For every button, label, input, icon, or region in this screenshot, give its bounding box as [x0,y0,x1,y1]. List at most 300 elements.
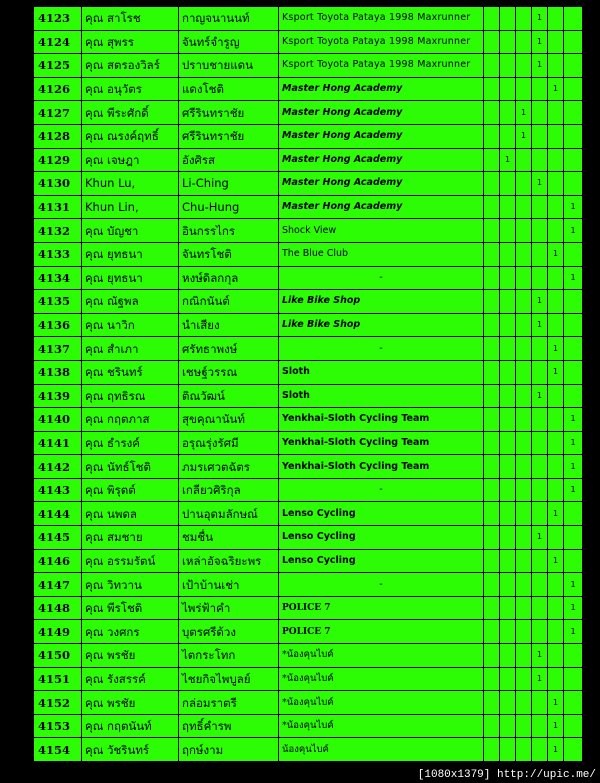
rider-number: 4126 [34,77,82,101]
rider-last-name: จันทร์จำรูญ [179,30,279,54]
table-row [34,714,583,738]
rider-team: *น้องคุนไบค์ [279,691,484,715]
rider-first-name: คุณ รังสรรค์ [82,667,179,691]
rider-first-name: คุณ สมชาย [82,526,179,550]
category-mark [516,7,532,31]
rider-last-name: ฤกษ์งาม [179,738,279,761]
category-mark [484,219,500,243]
category-mark [548,148,564,172]
rider-last-name: กาญจนานนท์ [179,7,279,31]
category-mark [500,313,516,337]
rider-number: 4128 [34,124,82,148]
rider-last-name: กล่อมราตรี [179,691,279,715]
rider-first-name: คุณ อรรมรัตน์ [82,549,179,573]
rider-first-name: คุณ เจษฎา [82,148,179,172]
category-mark: 1 [548,337,564,361]
category-mark [500,219,516,243]
rider-first-name: คุณ ณรงค์ฤทธิ์ [82,124,179,148]
rider-number: 4133 [34,242,82,266]
category-mark [548,290,564,314]
rider-first-name: คุณ กฤตนันท์ [82,714,179,738]
category-mark [484,644,500,668]
category-mark [548,124,564,148]
rider-last-name: Chu-Hung [179,195,279,219]
rider-last-name: เชษฐ์วรรณ [179,360,279,384]
category-mark [500,172,516,196]
category-mark [484,172,500,196]
rider-number: 4150 [34,644,82,668]
rider-last-name: ติณวัฒน์ [179,384,279,408]
category-mark [484,360,500,384]
table-row [34,266,583,290]
category-mark [564,691,583,715]
rider-team: Master Hong Academy [279,195,484,219]
category-mark [532,620,548,644]
category-mark [548,620,564,644]
category-mark [500,266,516,290]
image-host-footer: [1080x1379] http://upic.me/ [417,769,596,781]
rider-number: 4154 [34,738,82,761]
category-mark [500,77,516,101]
category-mark [516,172,532,196]
category-mark: 1 [500,148,516,172]
category-mark [516,714,532,738]
category-mark [500,101,516,125]
category-mark [516,266,532,290]
category-mark: 1 [532,526,548,550]
rider-team: Master Hong Academy [279,148,484,172]
category-mark [500,455,516,479]
category-mark [484,502,500,526]
rider-last-name: Li-Ching [179,172,279,196]
rider-first-name: คุณ พีระศักดิ์ [82,101,179,125]
category-mark [564,526,583,550]
rider-team: *น้องคุนไบค์ [279,644,484,668]
category-mark [484,148,500,172]
category-mark [484,738,500,761]
category-mark [516,738,532,761]
rider-last-name: ศรัทธาพงษ์ [179,337,279,361]
rider-first-name: Khun Lu, [82,172,179,196]
category-mark [532,337,548,361]
category-mark [484,101,500,125]
rider-team: - [279,337,484,361]
category-mark [500,620,516,644]
category-mark [516,242,532,266]
category-mark [484,691,500,715]
rider-number: 4130 [34,172,82,196]
category-mark [516,620,532,644]
table-row [34,573,583,597]
category-mark [564,290,583,314]
category-mark [532,124,548,148]
rider-last-name: ไตกระโทก [179,644,279,668]
rider-team: - [279,478,484,502]
rider-team: Lenso Cycling [279,502,484,526]
category-mark [516,549,532,573]
rider-first-name: คุณ กฤตภาส [82,408,179,432]
category-mark [516,691,532,715]
category-mark [532,455,548,479]
table-row [34,620,583,644]
rider-number: 4140 [34,408,82,432]
category-mark [500,337,516,361]
rider-number: 4144 [34,502,82,526]
category-mark [500,691,516,715]
rider-last-name: อรุณรุ่งรัศมี [179,431,279,455]
rider-number: 4151 [34,667,82,691]
rider-number: 4123 [34,7,82,31]
table-row [34,124,583,148]
category-mark: 1 [548,738,564,761]
category-mark [532,101,548,125]
category-mark [564,714,583,738]
category-mark [484,384,500,408]
category-mark: 1 [532,172,548,196]
category-mark [548,7,564,31]
category-mark [564,337,583,361]
category-mark: 1 [532,54,548,78]
category-mark [516,431,532,455]
category-mark [500,384,516,408]
category-mark [484,620,500,644]
category-mark [516,313,532,337]
category-mark [516,148,532,172]
rider-team: - [279,266,484,290]
table-row [34,172,583,196]
rider-number: 4143 [34,478,82,502]
category-mark [548,478,564,502]
category-mark [484,7,500,31]
rider-number: 4125 [34,54,82,78]
rider-first-name: คุณ พรชัย [82,644,179,668]
category-mark [484,337,500,361]
category-mark [500,195,516,219]
rider-first-name: คุณ ยุทธนา [82,266,179,290]
rider-table-body [34,7,583,762]
category-mark [532,502,548,526]
rider-number: 4142 [34,455,82,479]
category-mark [564,54,583,78]
table-row [34,290,583,314]
category-mark: 1 [564,431,583,455]
table-row [34,384,583,408]
rider-first-name: คุณ บัญชา [82,219,179,243]
category-mark [500,549,516,573]
rider-team: - [279,573,484,597]
table-row [34,667,583,691]
table-row [34,596,583,620]
rider-number: 4146 [34,549,82,573]
category-mark [484,313,500,337]
category-mark [484,667,500,691]
category-mark [516,573,532,597]
category-mark [564,172,583,196]
rider-last-name: อินกรรไกร [179,219,279,243]
rider-team: น้องคุนไบค์ [279,738,484,761]
category-mark: 1 [532,7,548,31]
category-mark [532,408,548,432]
rider-team: POLICE 7 [279,596,484,620]
rider-team: Like Bike Shop [279,290,484,314]
table-row [34,549,583,573]
category-mark [484,455,500,479]
category-mark [532,738,548,761]
category-mark: 1 [532,313,548,337]
category-mark [564,30,583,54]
table-row [34,77,583,101]
category-mark [532,714,548,738]
rider-number: 4131 [34,195,82,219]
rider-first-name: คุณ วิทวาน [82,573,179,597]
category-mark: 1 [564,596,583,620]
table-row [34,478,583,502]
rider-team: Master Hong Academy [279,77,484,101]
category-mark [564,242,583,266]
rider-last-name: ศรีรินทราชัย [179,124,279,148]
rider-last-name: สุขคุณานันท์ [179,408,279,432]
category-mark [532,549,548,573]
category-mark: 1 [548,242,564,266]
rider-team: Sloth [279,384,484,408]
category-mark [548,195,564,219]
category-mark [500,502,516,526]
rider-team: Master Hong Academy [279,101,484,125]
rider-team: Like Bike Shop [279,313,484,337]
rider-team: Yenkhai-Sloth Cycling Team [279,408,484,432]
rider-team: Yenkhai-Sloth Cycling Team [279,455,484,479]
rider-number: 4139 [34,384,82,408]
category-mark: 1 [548,691,564,715]
rider-number: 4136 [34,313,82,337]
category-mark [516,478,532,502]
rider-number: 4152 [34,691,82,715]
rider-team: The Blue Club [279,242,484,266]
category-mark: 1 [516,124,532,148]
rider-last-name: ศรีรินทราชัย [179,101,279,125]
category-mark [548,54,564,78]
rider-first-name: คุณ นัทธ์โชติ [82,455,179,479]
category-mark [564,313,583,337]
rider-team: *น้องคุนไบค์ [279,714,484,738]
rider-first-name: คุณ พีรโชติ [82,596,179,620]
rider-first-name: คุณ วงศกร [82,620,179,644]
table-row [34,54,583,78]
rider-number: 4124 [34,30,82,54]
category-mark [484,431,500,455]
category-mark [564,101,583,125]
category-mark [516,360,532,384]
category-mark: 1 [532,384,548,408]
rider-first-name: คุณ พิรุตต์ [82,478,179,502]
category-mark [564,644,583,668]
category-mark [484,549,500,573]
category-mark [564,549,583,573]
rider-team: Shock View [279,219,484,243]
category-mark [484,54,500,78]
rider-team: Lenso Cycling [279,549,484,573]
category-mark [548,573,564,597]
category-mark [532,360,548,384]
rider-last-name: บุตรศรีด้วง [179,620,279,644]
rider-number: 4129 [34,148,82,172]
rider-first-name: คุณ ธำรงค์ [82,431,179,455]
category-mark [500,290,516,314]
category-mark [532,431,548,455]
rider-number: 4135 [34,290,82,314]
category-mark [516,54,532,78]
category-mark [500,667,516,691]
rider-first-name: คุณ ยุทธนา [82,242,179,266]
category-mark [532,691,548,715]
rider-number: 4138 [34,360,82,384]
category-mark [564,738,583,761]
category-mark [484,596,500,620]
rider-last-name: ไชยกิจไพบูลย์ [179,667,279,691]
rider-team: Ksport Toyota Pataya 1998 Maxrunner [279,30,484,54]
category-mark [564,502,583,526]
table-row [34,644,583,668]
category-mark [500,644,516,668]
category-mark [532,195,548,219]
category-mark [516,30,532,54]
category-mark [548,172,564,196]
category-mark: 1 [532,667,548,691]
rider-number: 4148 [34,596,82,620]
category-mark [500,573,516,597]
category-mark: 1 [564,408,583,432]
rider-team: Master Hong Academy [279,172,484,196]
rider-first-name: คุณ สาโรช [82,7,179,31]
rider-first-name: คุณ นพดล [82,502,179,526]
rider-table [33,6,582,761]
rider-first-name: คุณ สำเภา [82,337,179,361]
category-mark: 1 [564,478,583,502]
table-row [34,408,583,432]
category-mark [500,54,516,78]
rider-last-name: กณิกนันต์ [179,290,279,314]
category-mark [564,360,583,384]
category-mark [484,77,500,101]
rider-first-name: คุณ ณัฐพล [82,290,179,314]
category-mark [532,77,548,101]
category-mark [564,7,583,31]
category-mark [564,384,583,408]
category-mark [516,644,532,668]
category-mark [516,77,532,101]
rider-team: *น้องคุนไบค์ [279,667,484,691]
category-mark [484,290,500,314]
category-mark: 1 [548,77,564,101]
category-mark [548,266,564,290]
category-mark [548,455,564,479]
category-mark: 1 [548,714,564,738]
category-mark [500,124,516,148]
table-row [34,242,583,266]
rider-first-name: Khun Lin, [82,195,179,219]
table-row [34,455,583,479]
category-mark: 1 [564,620,583,644]
category-mark [500,7,516,31]
category-mark: 1 [564,195,583,219]
rider-last-name: แดงโชติ [179,77,279,101]
rider-first-name: คุณ นาวิก [82,313,179,337]
category-mark [548,596,564,620]
table-row [34,219,583,243]
category-mark [548,101,564,125]
category-mark [548,30,564,54]
category-mark [484,30,500,54]
rider-number: 4145 [34,526,82,550]
category-mark [564,77,583,101]
category-mark [548,644,564,668]
category-mark [564,667,583,691]
category-mark [500,596,516,620]
rider-first-name: คุณ ชรินทร์ [82,360,179,384]
category-mark [500,714,516,738]
category-mark [532,573,548,597]
category-mark [516,526,532,550]
category-mark [548,313,564,337]
category-mark [484,195,500,219]
category-mark [484,714,500,738]
category-mark [564,148,583,172]
category-mark [484,242,500,266]
table-row [34,360,583,384]
rider-first-name: คุณ สตรองวิลร์ [82,54,179,78]
category-mark [548,667,564,691]
category-mark [516,337,532,361]
table-row [34,148,583,172]
rider-number: 4134 [34,266,82,290]
table-row [34,195,583,219]
rider-team: Ksport Toyota Pataya 1998 Maxrunner [279,54,484,78]
rider-last-name: อังศิรส [179,148,279,172]
category-mark: 1 [548,360,564,384]
category-mark: 1 [564,266,583,290]
rider-last-name: ฤทธิ์คำรพ [179,714,279,738]
category-mark [532,596,548,620]
category-mark: 1 [532,30,548,54]
category-mark [532,478,548,502]
category-mark: 1 [564,219,583,243]
rider-last-name: เป้าบ้านเช่า [179,573,279,597]
category-mark [484,526,500,550]
category-mark [500,242,516,266]
category-mark [500,30,516,54]
category-mark [548,384,564,408]
category-mark: 1 [532,290,548,314]
category-mark [532,219,548,243]
rider-last-name: เกลียวศิริกุล [179,478,279,502]
rider-last-name: ชมชื่น [179,526,279,550]
category-mark [484,408,500,432]
rider-number: 4147 [34,573,82,597]
table-row [34,7,583,31]
category-mark [516,596,532,620]
category-mark [532,242,548,266]
category-mark: 1 [516,101,532,125]
table-row [34,738,583,761]
rider-first-name: คุณ วัชรินทร์ [82,738,179,761]
rider-team: POLICE 7 [279,620,484,644]
table-row [34,337,583,361]
table-row [34,526,583,550]
category-mark [532,148,548,172]
category-mark [548,431,564,455]
rider-first-name: คุณ สุพรร [82,30,179,54]
category-mark: 1 [564,455,583,479]
